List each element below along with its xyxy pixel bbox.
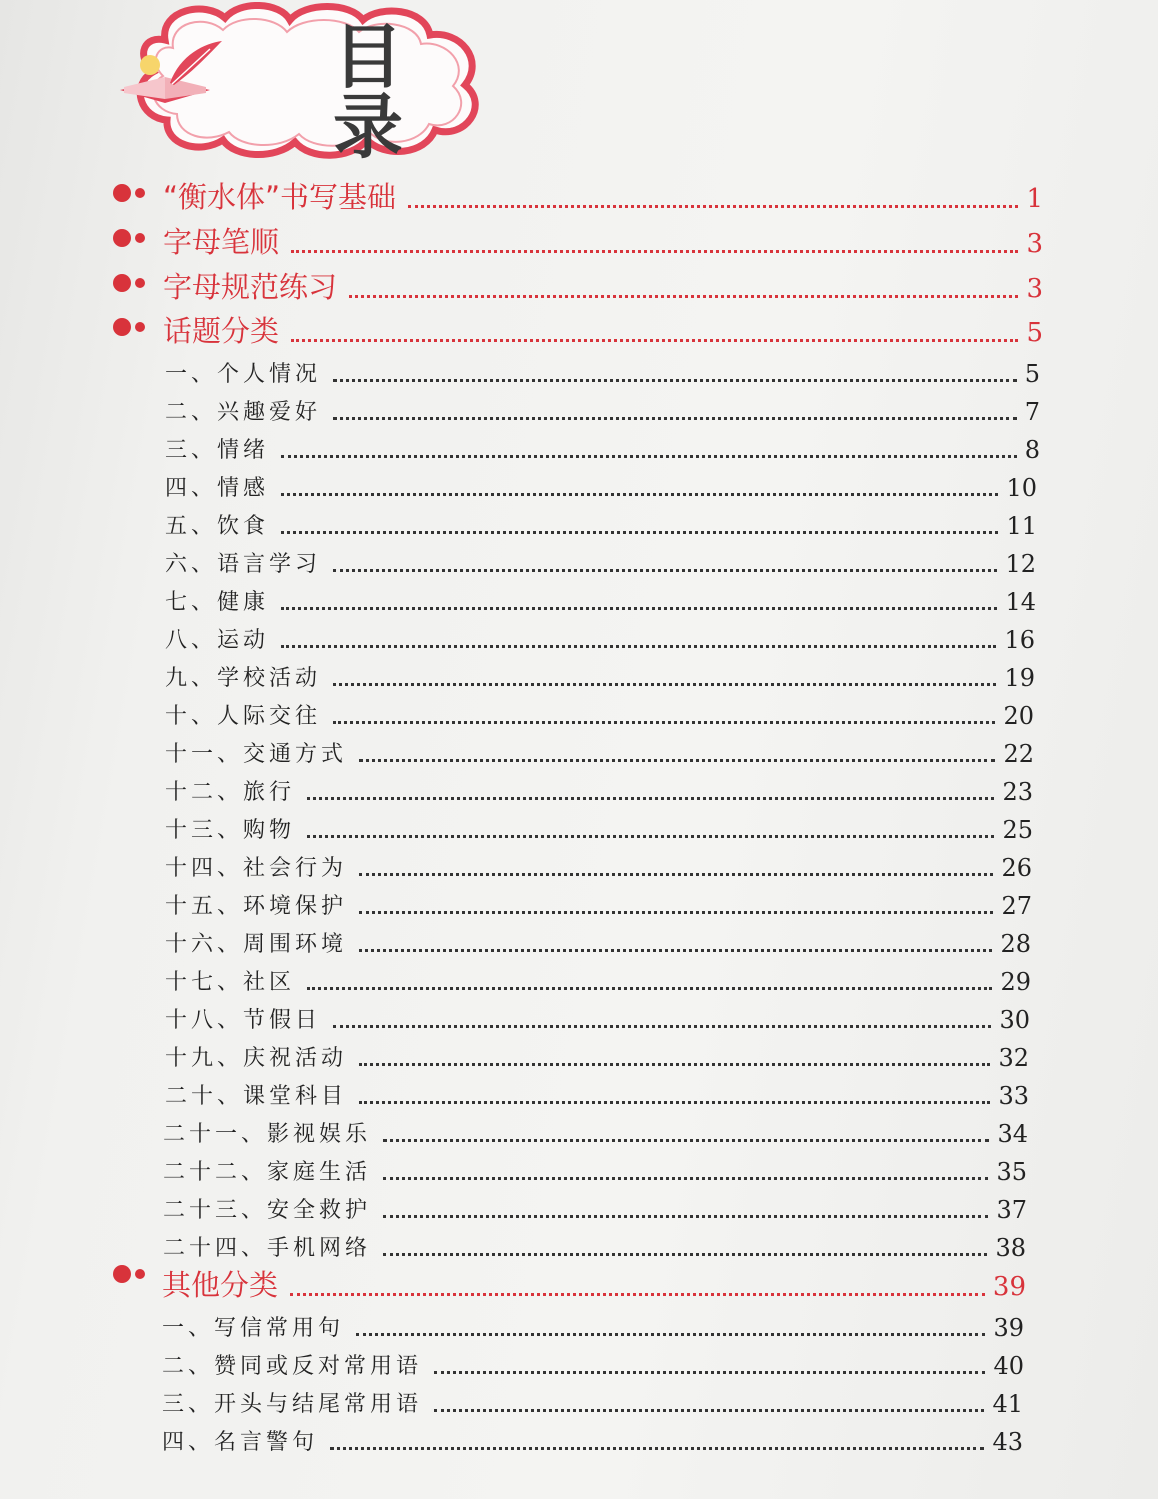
toc-item[interactable] xyxy=(165,1078,1029,1108)
toc-section-entry[interactable] xyxy=(163,306,1043,346)
page-number: 30 xyxy=(999,1006,1030,1034)
item-title: 十三、购物 xyxy=(165,818,296,843)
page-number: 34 xyxy=(997,1120,1028,1148)
item-title: 二、兴趣爱好 xyxy=(165,400,322,425)
item-title: 五、饮食 xyxy=(165,514,270,539)
page-number: 14 xyxy=(1005,588,1036,616)
page-number: 10 xyxy=(1006,474,1037,502)
dot-leader xyxy=(333,1025,991,1028)
toc-item[interactable] xyxy=(165,546,1036,576)
page-number: 41 xyxy=(992,1390,1023,1418)
item-title: 十九、庆祝活动 xyxy=(165,1046,348,1071)
section-title: 字母规范练习 xyxy=(163,270,338,304)
toc-item[interactable] xyxy=(165,432,1040,462)
dot-leader xyxy=(307,987,992,990)
page-number: 32 xyxy=(998,1044,1029,1072)
dot-leader xyxy=(359,949,992,952)
page-number: 1 xyxy=(1026,184,1043,214)
item-title: 七、健康 xyxy=(165,590,270,615)
double-dot-bullet-icon xyxy=(112,1264,152,1284)
dot-leader xyxy=(383,1215,988,1218)
dot-leader xyxy=(349,295,1018,298)
item-title: 二十四、手机网络 xyxy=(163,1236,372,1261)
dot-leader xyxy=(281,607,997,610)
page-number: 11 xyxy=(1006,512,1037,540)
page-number: 12 xyxy=(1005,550,1036,578)
dot-leader xyxy=(434,1409,984,1412)
toc-item[interactable] xyxy=(165,356,1040,386)
toc-item[interactable] xyxy=(165,1002,1030,1032)
page-number: 3 xyxy=(1026,274,1043,304)
toc-item[interactable] xyxy=(165,584,1036,614)
toc-item[interactable] xyxy=(165,508,1037,538)
toc-item[interactable] xyxy=(165,774,1033,804)
page-number: 16 xyxy=(1004,626,1035,654)
dot-leader xyxy=(333,417,1017,420)
item-title: 十六、周围环境 xyxy=(165,932,348,957)
toc-item[interactable] xyxy=(162,1386,1023,1416)
toc-item[interactable] xyxy=(163,1116,1028,1146)
page-number: 28 xyxy=(1000,930,1031,958)
page-number: 39 xyxy=(993,1314,1024,1342)
item-title: 四、名言警句 xyxy=(162,1430,319,1455)
item-title: 九、学校活动 xyxy=(165,666,322,691)
dot-leader xyxy=(359,873,993,876)
page-number: 5 xyxy=(1024,360,1040,388)
dot-leader xyxy=(281,493,998,496)
dot-leader xyxy=(333,569,997,572)
page-number: 7 xyxy=(1024,398,1040,426)
page-number: 5 xyxy=(1026,318,1043,348)
dot-leader xyxy=(333,683,996,686)
dot-leader xyxy=(290,1293,985,1296)
page-number: 39 xyxy=(992,1272,1026,1302)
item-title: 一、写信常用句 xyxy=(162,1316,345,1341)
toc-item[interactable] xyxy=(165,964,1031,994)
item-title: 十七、社区 xyxy=(165,970,296,995)
toc-item[interactable] xyxy=(165,812,1033,842)
toc-item[interactable] xyxy=(162,1310,1024,1340)
page-number: 26 xyxy=(1001,854,1032,882)
page-number: 23 xyxy=(1002,778,1033,806)
section-title: “衡水体”书写基础 xyxy=(163,180,397,214)
dot-leader xyxy=(291,339,1018,342)
item-title: 十二、旅行 xyxy=(165,780,296,805)
item-title: 二十三、安全救护 xyxy=(163,1198,372,1223)
toc-item[interactable] xyxy=(165,470,1037,500)
item-title: 十八、节假日 xyxy=(165,1008,322,1033)
toc-item[interactable] xyxy=(165,622,1035,652)
section-title: 其他分类 xyxy=(162,1268,279,1302)
double-dot-bullet-icon xyxy=(112,228,152,248)
item-title: 十一、交通方式 xyxy=(165,742,348,767)
toc-item[interactable] xyxy=(162,1348,1024,1378)
page-number: 43 xyxy=(992,1428,1023,1456)
toc-item[interactable] xyxy=(165,1040,1029,1070)
page-number: 19 xyxy=(1004,664,1035,692)
page-number: 22 xyxy=(1003,740,1034,768)
dot-leader xyxy=(281,455,1017,458)
dot-leader xyxy=(281,531,998,534)
item-title: 六、语言学习 xyxy=(165,552,322,577)
toc-item[interactable] xyxy=(165,736,1034,766)
item-title: 一、个人情况 xyxy=(165,362,322,387)
item-title: 十五、环境保护 xyxy=(165,894,348,919)
dot-leader xyxy=(383,1177,988,1180)
item-title: 二、赞同或反对常用语 xyxy=(162,1354,423,1379)
page-title: 目录 xyxy=(333,16,431,168)
double-dot-bullet-icon xyxy=(112,183,152,203)
dot-leader xyxy=(383,1139,989,1142)
double-dot-bullet-icon xyxy=(112,317,152,337)
dot-leader xyxy=(356,1333,985,1336)
toc-section-entry[interactable] xyxy=(163,262,1043,302)
toc-item[interactable] xyxy=(165,698,1034,728)
toc-section-entry[interactable] xyxy=(163,217,1043,257)
dot-leader xyxy=(281,645,996,648)
item-title: 八、运动 xyxy=(165,628,270,653)
toc-item[interactable] xyxy=(165,850,1032,880)
item-title: 三、情绪 xyxy=(165,438,270,463)
toc-item[interactable] xyxy=(163,1192,1027,1222)
toc-item[interactable] xyxy=(165,394,1040,424)
dot-leader xyxy=(307,797,994,800)
page-number: 27 xyxy=(1001,892,1032,920)
dot-leader xyxy=(359,1063,990,1066)
page-number: 38 xyxy=(995,1234,1026,1262)
item-title: 十四、社会行为 xyxy=(165,856,348,881)
page-number: 35 xyxy=(996,1158,1027,1186)
toc-item[interactable] xyxy=(163,1230,1026,1260)
page-number: 40 xyxy=(993,1352,1024,1380)
item-title: 三、开头与结尾常用语 xyxy=(162,1392,423,1417)
toc-item[interactable] xyxy=(163,1154,1027,1184)
item-title: 二十、课堂科目 xyxy=(165,1084,348,1109)
dot-leader xyxy=(291,250,1018,253)
section-title: 字母笔顺 xyxy=(163,225,280,259)
dot-leader xyxy=(434,1371,985,1374)
item-title: 四、情感 xyxy=(165,476,270,501)
dot-leader xyxy=(359,759,995,762)
dot-leader xyxy=(330,1447,984,1450)
dot-leader xyxy=(333,379,1017,382)
page-number: 8 xyxy=(1024,436,1040,464)
page-number: 29 xyxy=(1000,968,1031,996)
toc-item[interactable] xyxy=(162,1424,1023,1454)
dot-leader xyxy=(333,721,995,724)
toc-section-entry[interactable] xyxy=(162,1260,1026,1300)
page-number: 20 xyxy=(1003,702,1034,730)
toc-section-entry[interactable] xyxy=(163,172,1043,212)
page-number: 33 xyxy=(998,1082,1029,1110)
dot-leader xyxy=(359,1101,990,1104)
double-dot-bullet-icon xyxy=(112,273,152,293)
item-title: 二十一、影视娱乐 xyxy=(163,1122,372,1147)
dot-leader xyxy=(383,1253,987,1256)
page-number: 3 xyxy=(1026,229,1043,259)
dot-leader xyxy=(359,911,993,914)
toc-item[interactable] xyxy=(165,926,1031,956)
section-title: 话题分类 xyxy=(163,314,280,348)
toc-item[interactable] xyxy=(165,660,1035,690)
page-number: 25 xyxy=(1002,816,1033,844)
toc-item[interactable] xyxy=(165,888,1032,918)
dot-leader xyxy=(307,835,994,838)
page-number: 37 xyxy=(996,1196,1027,1224)
item-title: 二十二、家庭生活 xyxy=(163,1160,372,1185)
item-title: 十、人际交往 xyxy=(165,704,322,729)
dot-leader xyxy=(408,205,1018,208)
